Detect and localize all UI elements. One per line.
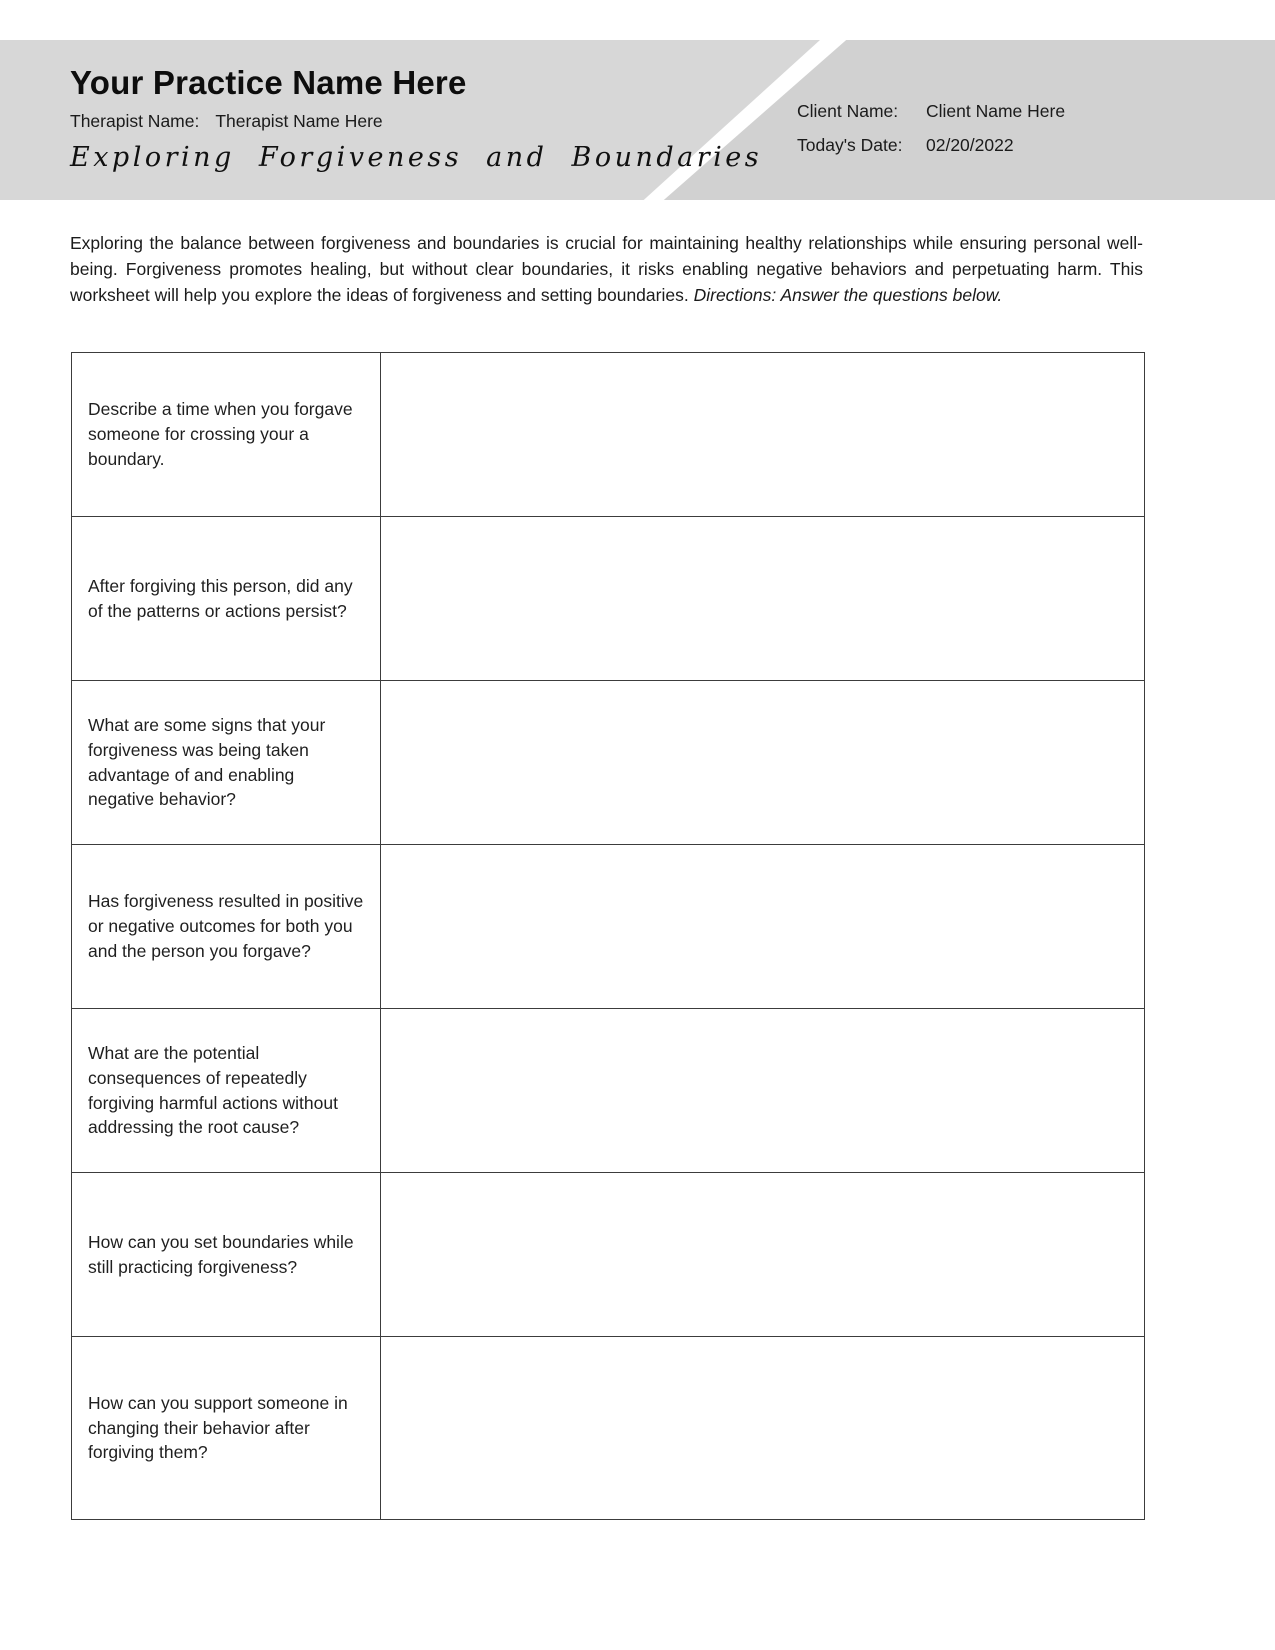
date-value: 02/20/2022 (926, 135, 1014, 155)
question-prompt-7: How can you support someone in changing their behavior after forgiving them? (72, 1337, 381, 1520)
answer-cell-6[interactable] (381, 1173, 1145, 1337)
practice-name: Your Practice Name Here (70, 64, 467, 101)
question-prompt-3: What are some signs that your forgiveness was being taken advantage of and enabling negative behavior? (72, 681, 381, 845)
question-row-1 (72, 353, 1145, 517)
header-banner (0, 40, 1275, 200)
question-row-2 (72, 517, 1145, 681)
answer-cell-1[interactable] (381, 353, 1145, 517)
answer-cell-3[interactable] (381, 681, 1145, 845)
answer-cell-5[interactable] (381, 1009, 1145, 1173)
question-prompt-1: Describe a time when you forgave someone for crossing your a boundary. (72, 353, 381, 517)
therapist-name-value: Therapist Name Here (215, 111, 383, 131)
question-prompt-2: After forgiving this person, did any of the patterns or actions persist? (72, 517, 381, 681)
header-right-content (797, 101, 1065, 156)
worksheet-title: Exploring Forgiveness and Boundaries (70, 142, 763, 173)
question-prompt-6: How can you set boundaries while still practicing forgiveness? (72, 1173, 381, 1337)
header-left-content (70, 64, 762, 173)
question-row-3 (72, 681, 1145, 845)
answer-cell-4[interactable] (381, 845, 1145, 1009)
question-row-5 (72, 1009, 1145, 1173)
question-table (71, 352, 1145, 1520)
intro-directions: Directions: Answer the questions below. (693, 284, 1003, 305)
therapist-name-label: Therapist Name: (70, 111, 200, 131)
intro-paragraph (70, 231, 1143, 309)
therapist-line (70, 111, 762, 132)
question-row-6 (72, 1173, 1145, 1337)
date-label: Today's Date: (797, 135, 903, 155)
intro-text: Exploring the balance between forgiveness and boundaries is crucial for maintaining healthy relationships while ensuring personal well-being. Forgiveness promotes healing, but without clear boundaries, it risks enabling negative behaviors and perpetuating harm. This worksheet will help you explore the ideas of forgiveness and setting boundaries. (70, 233, 1143, 305)
client-name-label: Client Name: (797, 101, 899, 121)
answer-cell-7[interactable] (381, 1337, 1145, 1520)
answer-cell-2[interactable] (381, 517, 1145, 681)
question-row-7 (72, 1337, 1145, 1520)
question-row-4 (72, 845, 1145, 1009)
question-prompt-5: What are the potential consequences of repeatedly forgiving harmful actions without addressing the root cause? (72, 1009, 381, 1173)
client-name-value: Client Name Here (926, 101, 1066, 121)
question-prompt-4: Has forgiveness resulted in positive or negative outcomes for both you and the person you forgave? (72, 845, 381, 1009)
